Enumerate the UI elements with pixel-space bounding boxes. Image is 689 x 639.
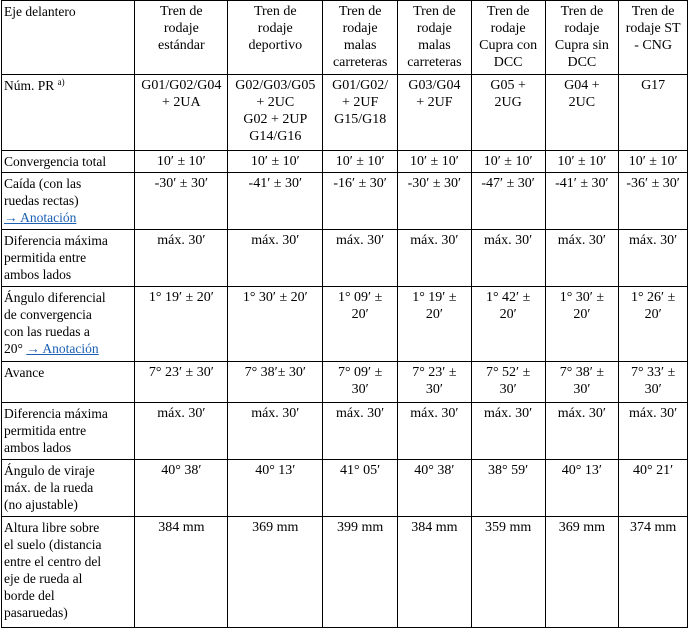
table-cell [398, 460, 472, 517]
cell-value: -47′ ± 30′ [481, 176, 535, 191]
table-cell [471, 460, 545, 517]
row-label-cell [2, 287, 135, 362]
cell-value: 10′ ± 10′ [628, 154, 678, 169]
table-cell [228, 403, 323, 460]
table-header-row [2, 1, 688, 75]
cell-value: 7° 09′ ± 30′ [337, 365, 383, 397]
cell-value: 7° 52′ ± 30′ [485, 365, 531, 397]
table-row-diferencia-caida [2, 230, 688, 287]
table-cell [135, 287, 228, 362]
cell-value: 374 mm [629, 520, 677, 535]
table-cell [398, 517, 472, 628]
table-cell [545, 75, 619, 151]
cell-value: máx. 30′ [157, 406, 206, 421]
table-cell [323, 151, 398, 173]
table-cell [545, 362, 619, 403]
table-cell [471, 287, 545, 362]
table-cell [398, 173, 472, 230]
table-cell [228, 75, 323, 151]
column-header-label: Tren de rodaje Cupra con DCC [479, 4, 538, 70]
table-cell [323, 460, 398, 517]
cell-value: 1° 19′ ± 20′ [412, 290, 457, 322]
table-row-pr-number [2, 75, 688, 151]
footnote-marker: a) [57, 77, 65, 87]
table-row-angulo-diferencial [2, 287, 688, 362]
cell-value: -16′ ± 30′ [333, 176, 387, 191]
table-cell [619, 287, 688, 362]
cell-value: G05 + 2UG [490, 78, 526, 110]
table-cell [471, 362, 545, 403]
cell-value: -41′ ± 30′ [248, 176, 303, 191]
cell-value: 1° 19′ ± 20′ [148, 290, 214, 305]
table-cell [471, 173, 545, 230]
column-header [135, 1, 228, 75]
row-label: Diferencia máxima permitida entre ambos lados [4, 233, 108, 282]
column-header-label: Tren de rodaje Cupra sin DCC [554, 4, 609, 70]
table-cell [619, 403, 688, 460]
column-header-label: Tren de rodaje malas carreteras [407, 4, 462, 70]
row-label-cell [2, 517, 135, 628]
cell-value: 10′ ± 10′ [335, 154, 385, 169]
cell-value: 10′ ± 10′ [250, 154, 300, 169]
table-cell [545, 287, 619, 362]
table-cell [619, 362, 688, 403]
table-row-angulo-viraje [2, 460, 688, 517]
row-label: Núm. PR [4, 78, 55, 93]
table-cell [323, 403, 398, 460]
table-row-caida [2, 173, 688, 230]
table-row-altura-libre [2, 517, 688, 628]
cell-value: máx. 30′ [251, 406, 300, 421]
cell-value: 40° 13′ [561, 463, 602, 478]
table-cell [398, 287, 472, 362]
row-label-cell [2, 460, 135, 517]
table-cell [545, 230, 619, 287]
column-header-label: Tren de rodaje ST - CNG [625, 4, 681, 53]
row-label: Ángulo de viraje máx. de la rueda (no ajustable) [4, 463, 95, 512]
anotacion-link[interactable]: → Anotación [4, 210, 77, 225]
cell-value: -30′ ± 30′ [407, 176, 462, 191]
cell-value: G17 [641, 78, 666, 93]
cell-value: máx. 30′ [251, 233, 300, 248]
table-cell [135, 230, 228, 287]
row-label-cell [2, 151, 135, 173]
row-label-cell [2, 403, 135, 460]
column-header [398, 1, 472, 75]
table-cell [228, 287, 323, 362]
cell-value: 40° 13′ [255, 463, 296, 478]
table-cell [471, 517, 545, 628]
table-cell [619, 460, 688, 517]
table-cell [471, 230, 545, 287]
table-cell [545, 517, 619, 628]
cell-value: G01/G02/ + 2UF G15/G18 [332, 78, 389, 127]
row-label: Ángulo diferencial de convergencia con las ruedas a 20° [4, 290, 106, 356]
cell-value: 1° 26′ ± 20′ [630, 290, 676, 322]
table-cell [398, 403, 472, 460]
row-label: Convergencia total [4, 154, 107, 169]
table-cell [323, 517, 398, 628]
cell-value: 10′ ± 10′ [483, 154, 533, 169]
column-header [228, 1, 323, 75]
cell-value: 40° 38′ [414, 463, 455, 478]
cell-value: máx. 30′ [336, 233, 385, 248]
table-cell [619, 517, 688, 628]
cell-value: máx. 30′ [629, 233, 678, 248]
table-cell [545, 151, 619, 173]
cell-value: 40° 38′ [161, 463, 202, 478]
cell-value: 10′ ± 10′ [156, 154, 206, 169]
cell-value: 1° 30′ ± 20′ [559, 290, 605, 322]
cell-value: 7° 38′ ± 30′ [559, 365, 605, 397]
table-cell [228, 517, 323, 628]
column-header [545, 1, 619, 75]
table-cell [471, 75, 545, 151]
corner-header-cell [2, 1, 135, 75]
table-row-convergencia [2, 151, 688, 173]
table-cell [398, 151, 472, 173]
cell-value: máx. 30′ [629, 406, 678, 421]
table-cell [398, 75, 472, 151]
table-cell [228, 173, 323, 230]
row-label-cell [2, 75, 135, 151]
table-cell [545, 460, 619, 517]
cell-value: 1° 30′ ± 20′ [242, 290, 308, 305]
cell-value: G04 + 2UC [564, 78, 600, 110]
table-cell [545, 173, 619, 230]
table-cell [228, 460, 323, 517]
table-row-diferencia-avance [2, 403, 688, 460]
corner-header-label: Eje delantero [4, 4, 76, 19]
cell-value: máx. 30′ [557, 233, 606, 248]
cell-value: G03/G04 + 2UF [408, 78, 461, 110]
table-cell [228, 362, 323, 403]
cell-value: 369 mm [558, 520, 606, 535]
column-header [619, 1, 688, 75]
cell-value: máx. 30′ [557, 406, 606, 421]
cell-value: -30′ ± 30′ [154, 176, 209, 191]
column-header [323, 1, 398, 75]
row-label-cell [2, 173, 135, 230]
table-cell [323, 230, 398, 287]
cell-value: máx. 30′ [157, 233, 206, 248]
table-cell [135, 517, 228, 628]
table-cell [471, 151, 545, 173]
table-cell [619, 75, 688, 151]
row-label-cell [2, 230, 135, 287]
table-cell [135, 460, 228, 517]
cell-value: máx. 30′ [484, 406, 533, 421]
column-header [471, 1, 545, 75]
cell-value: 10′ ± 10′ [409, 154, 459, 169]
row-label: Diferencia máxima permitida entre ambos lados [4, 406, 108, 455]
table-row-avance [2, 362, 688, 403]
table-cell [135, 151, 228, 173]
row-label: Caída (con las ruedas rectas) [4, 176, 82, 208]
column-header-label: Tren de rodaje estándar [158, 4, 205, 53]
cell-value: 10′ ± 10′ [557, 154, 607, 169]
cell-value: 384 mm [411, 520, 458, 535]
front-axle-spec-table [1, 0, 688, 628]
cell-value: 1° 42′ ± 20′ [485, 290, 531, 322]
cell-value: 399 mm [337, 520, 384, 535]
table-cell [323, 173, 398, 230]
cell-value: 1° 09′ ± 20′ [337, 290, 383, 322]
table-cell [619, 230, 688, 287]
anotacion-link[interactable]: → Anotación [26, 341, 99, 356]
column-header-label: Tren de rodaje malas carreteras [332, 4, 388, 70]
cell-value: máx. 30′ [336, 406, 385, 421]
cell-value: máx. 30′ [484, 233, 533, 248]
table-cell [323, 75, 398, 151]
table-cell [471, 403, 545, 460]
table-cell [619, 151, 688, 173]
cell-value: máx. 30′ [410, 406, 459, 421]
cell-value: -36′ ± 30′ [626, 176, 680, 191]
table-cell [323, 287, 398, 362]
table-cell [135, 173, 228, 230]
row-label: Avance [4, 365, 45, 380]
row-label: Altura libre sobre el suelo (distancia entre el centro del eje de rueda al borde del pasaruedas) [4, 520, 102, 620]
table-cell [135, 362, 228, 403]
table-cell [135, 403, 228, 460]
table-cell [228, 230, 323, 287]
column-header-label: Tren de rodaje deportivo [248, 4, 303, 53]
row-label-cell [2, 362, 135, 403]
table-cell [228, 151, 323, 173]
cell-value: 359 mm [485, 520, 532, 535]
cell-value: máx. 30′ [410, 233, 459, 248]
cell-value: G01/G02/G04 + 2UA [141, 78, 222, 110]
table-cell [619, 173, 688, 230]
cell-value: 7° 33′ ± 30′ [630, 365, 676, 397]
table-cell [398, 230, 472, 287]
cell-value: 7° 23′ ± 30′ [148, 365, 214, 380]
table-cell [135, 75, 228, 151]
cell-value: 384 mm [158, 520, 205, 535]
table-cell [323, 362, 398, 403]
cell-value: 7° 38′± 30′ [244, 365, 306, 380]
cell-value: 7° 23′ ± 30′ [412, 365, 457, 397]
cell-value: 41° 05′ [340, 463, 381, 478]
cell-value: -41′ ± 30′ [555, 176, 609, 191]
table-cell [398, 362, 472, 403]
cell-value: G02/G03/G05 + 2UC G02 + 2UP G14/G16 [235, 78, 316, 144]
table-cell [545, 403, 619, 460]
cell-value: 369 mm [252, 520, 299, 535]
cell-value: 40° 21′ [633, 463, 674, 478]
cell-value: 38° 59′ [488, 463, 529, 478]
